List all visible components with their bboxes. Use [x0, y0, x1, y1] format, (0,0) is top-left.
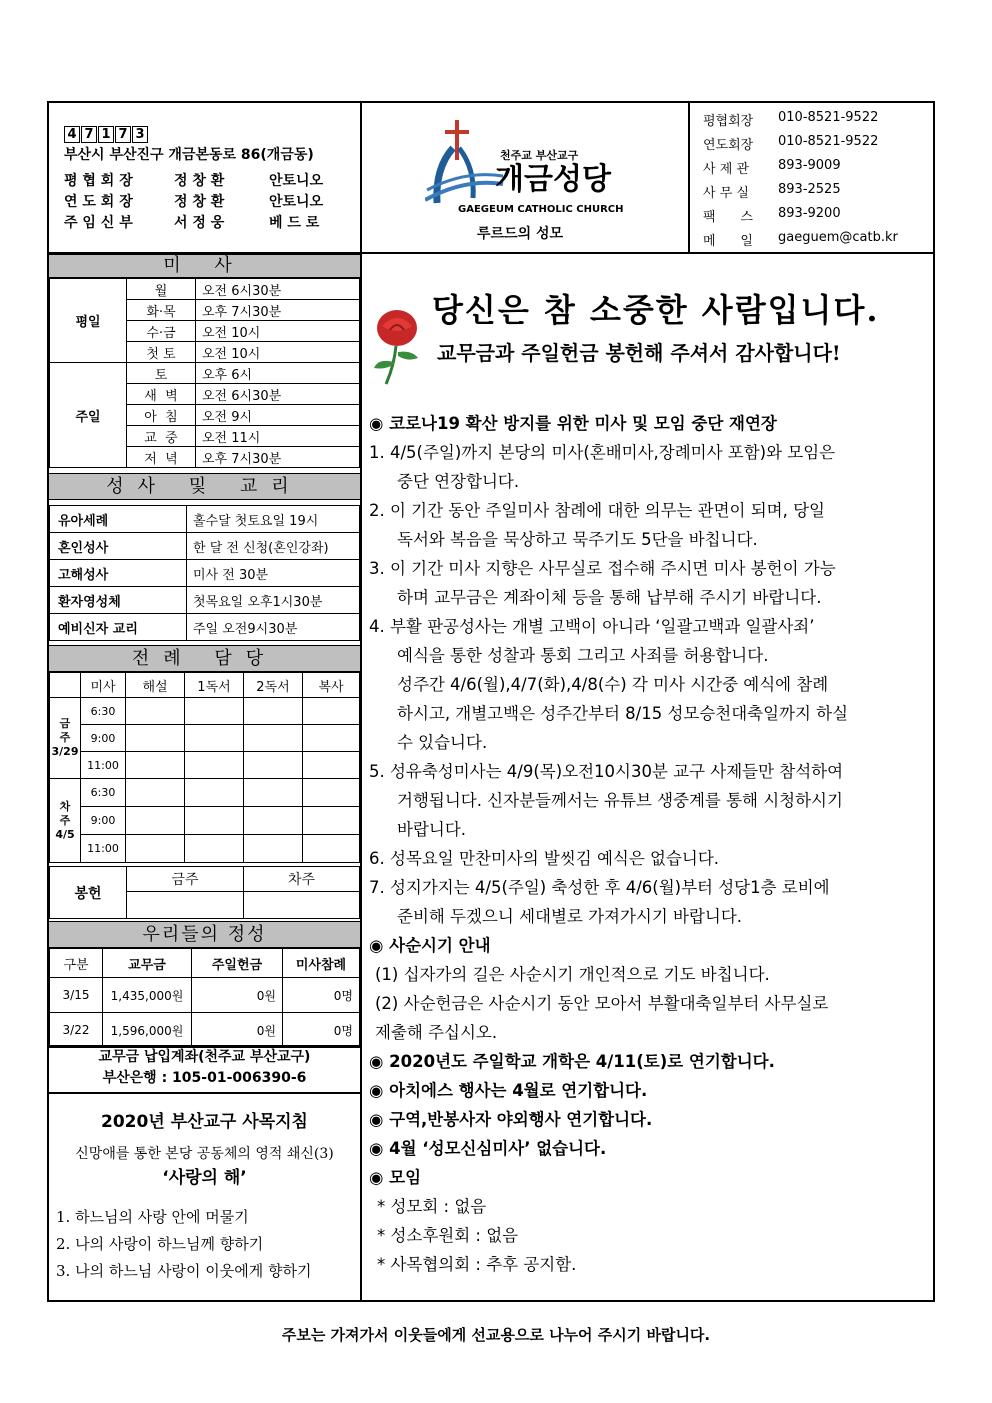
lent-title: ◉ 사순시기 안내 — [369, 936, 491, 955]
pastoral-subtitle: 신망애를 통한 본당 공동체의 영적 쇄신(3) — [75, 1146, 334, 1162]
diocese: 천주교 부산교구 — [500, 149, 579, 162]
account-number: 부산은행 : 105-01-006390-6 — [102, 1070, 307, 1086]
church-name-en: GAEGEUM CATHOLIC CHURCH — [458, 204, 624, 215]
header-divider — [688, 101, 690, 253]
liturgy-title: 전례 담당 — [49, 645, 360, 672]
mass-table: 평일 월 오전 6시30분 화·목 오후 7시30분 수·금 오전 10시 첫 토 오전 10시 주일 토 오후 6시 새 벽 오전 6시30분 아 침 오전 9시 교 중 오전 11시 저 녁 오후 7시30분 — [49, 278, 360, 468]
church-logo-icon — [425, 118, 505, 208]
liturgy-table: 미사 해설 1독서 2독서 복사 금 주 3/29 6:30 9:00 11:00 차 주 4/5 6:30 9:00 11:00 — [49, 672, 360, 863]
offerings-table: 구분 교무금 주일헌금 미사참례 3/15 1,435,000원 0원 0명 3/22 1,596,000원 0원 0명 — [49, 948, 360, 1048]
sacraments-table: 유아세례 홀수달 첫토요일 19시 혼인성사 한 달 전 신청(혼인강좌) 고해성사 미사 전 30분 환자영성체 첫목요일 오후1시30분 예비신자 교리 주일 오전9시30분 — [49, 505, 360, 641]
offerings-title: 우리들의 정성 — [49, 921, 360, 948]
church-name: 개금성당 — [495, 162, 611, 197]
pastoral-theme: ‘사랑의 해’ — [162, 1168, 247, 1188]
account-bottom-line — [47, 1092, 361, 1094]
column-divider — [360, 101, 362, 1302]
main-subheadline: 교무금과 주일헌금 봉헌해 주셔서 감사합니다! — [437, 341, 841, 365]
sacraments-title: 성사 및 교리 — [49, 473, 360, 500]
mass-title: 미 사 — [49, 254, 360, 278]
contact-list: 평협회장 010-8521-9522 연도회장 010-8521-9522 사 제 관 893-9009 사 무 실 893-2525 팩 스 893-9200 메 일 gaeguem@catb.kr — [703, 110, 898, 249]
account-title: 교무금 납입계좌(천주교 부산교구) — [98, 1049, 311, 1065]
patron: 루르드의 성모 — [477, 226, 564, 242]
pastoral-item-3: 3. 나의 하느님 사랑이 이웃에게 향하기 — [56, 1262, 312, 1280]
address: 부산시 부산진구 개금본동로 86(개금동) — [64, 147, 314, 163]
offering-table: 봉헌 금주 차주 — [49, 866, 360, 919]
notice-body: ◉ 코로나19 확산 방지를 위한 미사 및 모임 중단 재연장 1. 4/5(주일)까지 본당의 미사(혼배미사,장례미사 포함)와 모임은 중단 연장합니다. 2. 이 기간 동안 주일미사 참례에 대한 의무는 관면이 되며, 당일 독서와 복음을 묵상하고 묵주기도 5단을 바칩니다. 3. 이 기간 미사 지향은 사무실로 접수해 주시면 미사 봉헌이 가능 하며 교무금은 계좌이체 등을 통해 납부해 주시기 바랍니다. 4. 부활 판공성사는 개별 고백이 아니라 ‘일괄고백과 일괄사죄’ 예식을 통한 성찰과 통회 그리고 사죄를 허용합니다. 성주간 4/6(월),4/7(화),4/8(수) 각 미사 시간중 예식에 참례 하시고, 개별고백은 성주간부터 8/15 성모승천대축일까지 하실 수 있습니다. 5. 성유축성미사는 4/9(목)오전10시30분 교구 사제들만 참석하여 거행됩니다. 신자분들께서는 유튜브 생중계를 통해 시청하시기 바랍니다. 6. 성목요일 만찬미사의 발씻김 예식은 없습니다. 7. 성지가지는 4/5(주일) 축성한 후 4/6(월)부터 성당1층 로비에 준비해 두겠으니 세대별로 가져가시기 바랍니다. ◉ 사순시기 안내 (1) 십자가의 길은 사순시기 개인적으로 기도 바칩니다. (2) 사순헌금은 사순시기 동안 모아서 부활대축일부터 사무실로 제출해 주십시오. ◉ 2020년도 주일학교 개학은 4/11(토)로 연기합니다. ◉ 아치에스 행사는 4월로 연기합니다. ◉ 구역,반봉사자 야외행사 연기합니다. ◉ 4월 ‘성모신심미사’ 없습니다. ◉ 모임 * 성모회 : 없음 * 성소후원회 : 없음 * 사목협의회 : 추후 공지함. — [369, 410, 931, 1280]
pastoral-title: 2020년 부산교구 사목지침 — [101, 1112, 308, 1132]
main-headline: 당신은 참 소중한 사람입니다. — [432, 291, 880, 329]
offerings-bottom-line — [47, 1045, 361, 1047]
pastoral-item-2: 2. 나의 사랑이 하느님께 향하기 — [56, 1235, 264, 1253]
footer-note: 주보는 가져가서 이웃들에게 선교용으로 나누어 주시기 바랍니다. — [281, 1326, 711, 1344]
pastoral-item-1: 1. 하느님의 사랑 안에 머물기 — [56, 1208, 249, 1226]
postal-code: 4 7 1 7 3 — [64, 125, 149, 143]
covid-title: ◉ 코로나19 확산 방지를 위한 미사 및 모임 중단 재연장 — [369, 414, 777, 433]
officers: 평 협 회 장 정 창 환 안토니오 연 도 회 장 정 창 환 안토니오 주 임 신 부 서 정 웅 베 드 로 — [64, 173, 324, 231]
rose-icon — [368, 306, 426, 386]
